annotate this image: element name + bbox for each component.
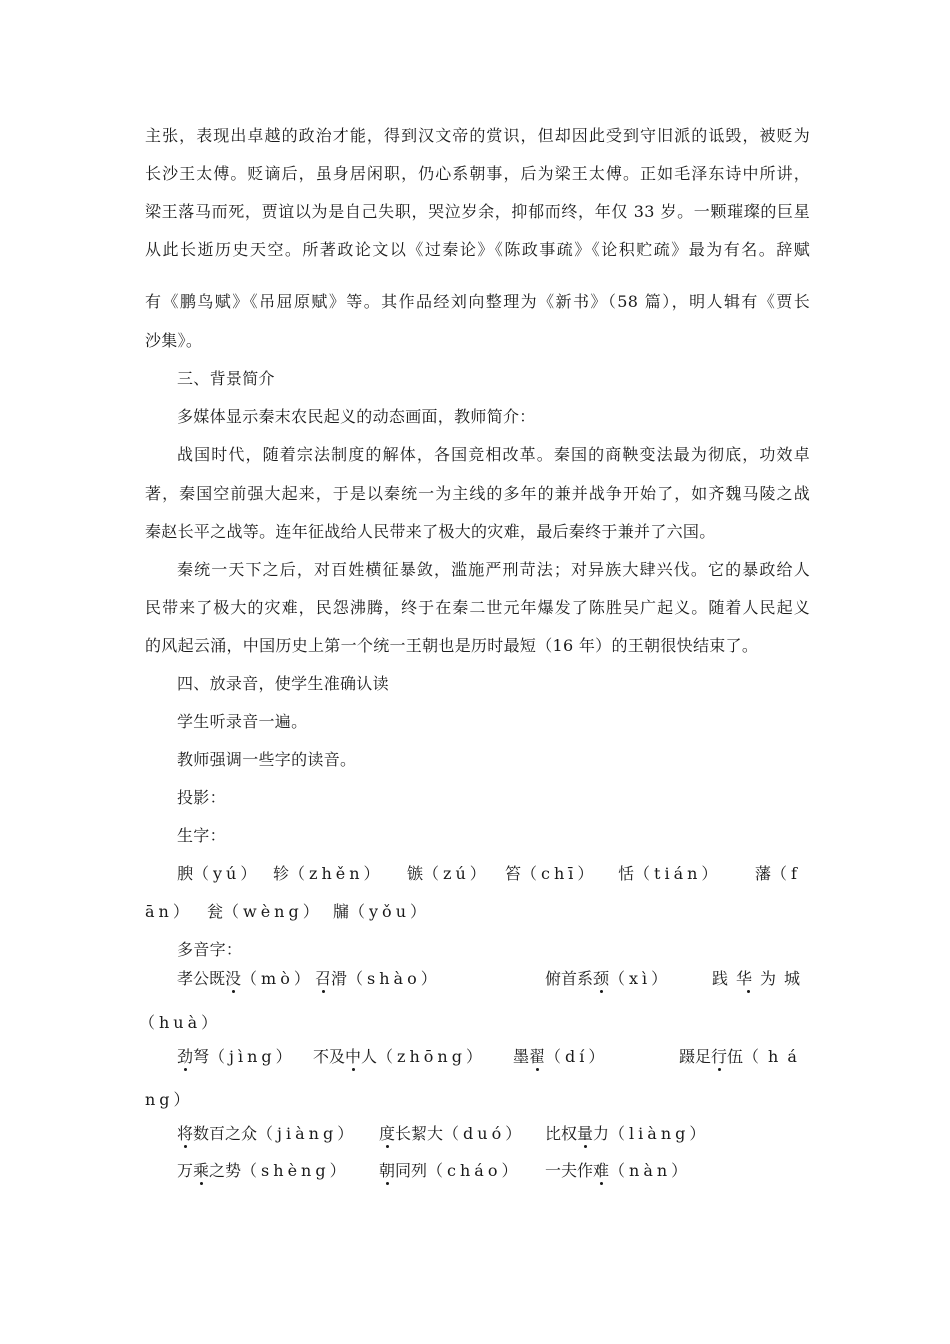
- history-para1-line2: 著，秦国空前强大起来，于是以秦统一为主线的多年的兼并战争开始了，如齐魏马陵之战: [145, 484, 810, 503]
- polyphonic-item: 践华为城: [712, 969, 809, 988]
- polyphonic-item: 万乘之势（shèng）: [177, 1161, 350, 1180]
- polyphonic-label: 多音字：: [177, 940, 243, 959]
- new-char-item: 藩（f: [755, 864, 801, 883]
- history-para2-line1: 秦统一天下之后，对百姓横征暴敛，滥施严刑苛法；对异族大肆兴伐。它的暴政给人: [177, 560, 810, 579]
- bio-line-5: 有《鹏鸟赋》《吊屈原赋》等。其作品经刘向整理为《新书》（58 篇），明人辑有《贾长: [145, 292, 810, 311]
- history-para2-line3: 的风起云涌，中国历史上第一个统一王朝也是历时最短（16 年）的王朝很快结束了。: [145, 636, 759, 655]
- bio-line-6: 沙集》。: [145, 331, 203, 350]
- new-char-item: ān）: [145, 902, 193, 921]
- polyphonic-item: 劲弩（jìng）: [177, 1047, 296, 1066]
- new-char-item: 镞（zú）: [407, 864, 490, 883]
- polyphonic-item: 度长絜大（duó）: [379, 1124, 526, 1143]
- polyphonic-item: 不及中人（zhōng）: [313, 1047, 486, 1066]
- bio-line-3: 梁王落马而死，贾谊以为是自己失职，哭泣岁余，抑郁而终，年仅 33 岁。一颗璀璨的巨星: [145, 202, 810, 221]
- section3-heading: 三、背景简介: [177, 369, 275, 388]
- projection-label: 投影：: [177, 788, 226, 807]
- polyphonic-item: （huà）: [139, 1013, 222, 1032]
- new-char-item: 轸（zhěn）: [273, 864, 384, 883]
- polyphonic-item: 朝同列（cháo）: [379, 1161, 522, 1180]
- section4-heading: 四、放录音，使学生准确认读: [177, 674, 389, 693]
- bio-line-1: 主张，表现出卓越的政治才能，得到汉文帝的赏识，但却因此受到守旧派的诋毁，被贬为: [145, 126, 810, 145]
- history-para1-line3: 秦赵长平之战等。连年征战给人民带来了极大的灾难，最后秦终于兼并了六国。: [145, 522, 716, 541]
- bio-line-2: 长沙王太傅。贬谪后，虽身居闲职，仍心系朝事，后为梁王太傅。正如毛泽东诗中所讲，: [145, 164, 810, 183]
- new-char-item: 笞（chī）: [505, 864, 598, 883]
- polyphonic-item: 比权量力（liàng）: [545, 1124, 710, 1143]
- new-chars-label: 生字：: [177, 826, 226, 845]
- polyphonic-item: 蹑足行伍（há: [679, 1047, 806, 1066]
- polyphonic-item: 一夫作难（nàn）: [545, 1161, 692, 1180]
- new-char-item: 瓮（wèng）: [207, 902, 323, 921]
- media-note: 多媒体显示秦末农民起义的动态画面，教师简介：: [177, 407, 536, 426]
- history-para1-line1: 战国时代，随着宗法制度的解体，各国竞相改革。秦国的商鞅变法最为彻底，功效卓: [177, 445, 810, 464]
- polyphonic-item: 孝公既没（mò）: [177, 969, 314, 988]
- polyphonic-item: 俯首系颈（xì）: [545, 969, 672, 988]
- emphasize-note: 教师强调一些字的读音。: [177, 750, 357, 769]
- polyphonic-item: 召滑（shào）: [315, 969, 441, 988]
- new-char-item: 恬（tián）: [618, 864, 722, 883]
- new-char-item: 牖（yǒu）: [333, 902, 430, 921]
- listen-note: 学生听录音一遍。: [177, 712, 308, 731]
- bio-line-4: 从此长逝历史天空。所著政论文以《过秦论》《陈政事疏》《论积贮疏》最为有名。辞赋: [145, 240, 810, 259]
- polyphonic-item: 墨翟（dí）: [513, 1047, 609, 1066]
- new-char-item: 腴（yú）: [177, 864, 261, 883]
- polyphonic-item: ng）: [145, 1090, 194, 1109]
- history-para2-line2: 民带来了极大的灾难，民怨沸腾，终于在秦二世元年爆发了陈胜吴广起义。随着人民起义: [145, 598, 810, 617]
- polyphonic-item: 将数百之众（jiàng）: [177, 1124, 358, 1143]
